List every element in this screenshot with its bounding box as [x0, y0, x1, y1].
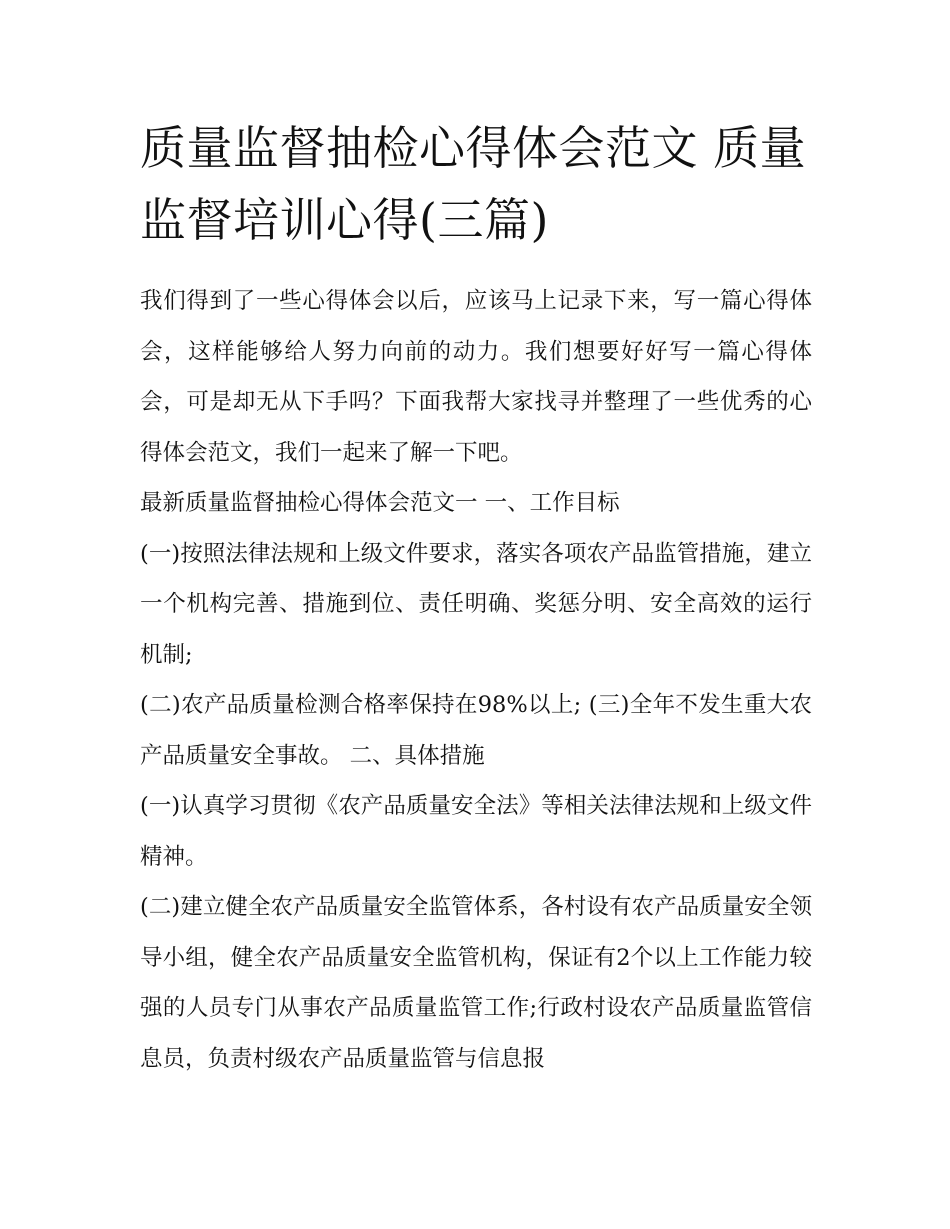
- paragraph-goal-1: (一)按照法律法规和上级文件要求，落实各项农产品监管措施，建立一个机构完善、措施到位、责任明确、奖惩分明、安全高效的运行机制;: [140, 540, 812, 668]
- paragraph-intro: 我们得到了一些心得体会以后，应该马上记录下来，写一篇心得体会，这样能够给人努力向前的动力。我们想要好好写一篇心得体会，可是却无从下手吗？下面我帮大家找寻并整理了一些优秀的心得体会范文，我们一起来了解一下吧。: [140, 288, 812, 466]
- paragraph-goal-2-3: (二)农产品质量检测合格率保持在98%以上; (三)全年不发生重大农产品质量安全事故。 二、具体措施: [140, 692, 812, 769]
- paragraph-section-heading: 最新质量监督抽检心得体会范文一 一、工作目标: [140, 490, 620, 516]
- document-title: 质量监督抽检心得体会范文 质量监督培训心得(三篇): [140, 121, 807, 247]
- document-body: [140, 276, 812, 1084]
- paragraph-measure-2: (二)建立健全农产品质量安全监管体系，各村设有农产品质量安全领导小组，健全农产品质量安全监管机构，保证有2个以上工作能力较强的人员专门从事农产品质量监管工作;行政村设农产品质量监管信息员，负责村级农产品质量监管与信息报: [140, 894, 812, 1072]
- paragraph-measure-1: (一)认真学习贯彻《农产品质量安全法》等相关法律法规和上级文件精神。: [140, 793, 812, 870]
